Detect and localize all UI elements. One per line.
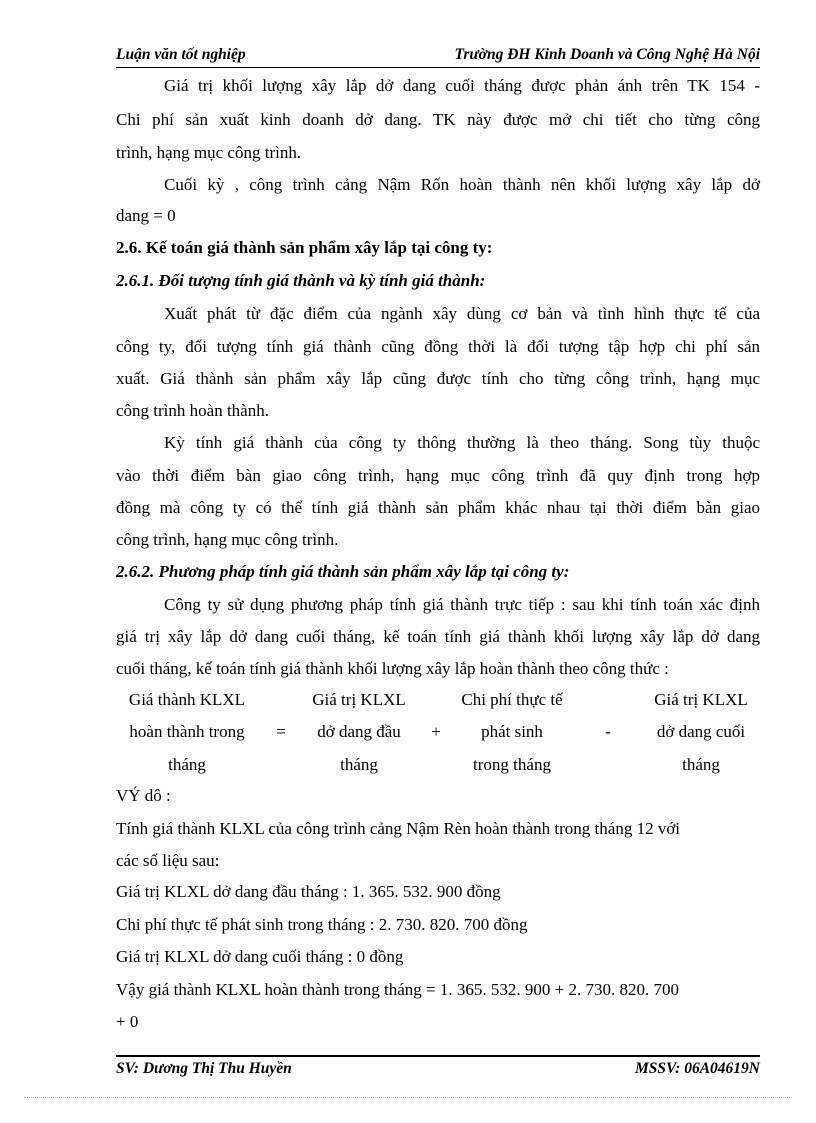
formula-term2-line2: dở dang đầu: [317, 722, 401, 741]
example-line1: Tính giá thành KLXL của công trình cảng Nậm Rèn hoàn thành trong tháng 12 với: [116, 819, 681, 838]
footer-student-id: MSSV: 06A04619N: [634, 1060, 760, 1077]
para4-line3: đồng mà công ty có thể tính giá thành sản phẩm khác nhau tại thời điểm bàn giao: [116, 498, 760, 517]
example-line4: Chi phí thực tế phát sinh trong tháng : 2. 730. 820. 700 đồng: [116, 915, 528, 934]
para1-line2: Chi phí sản xuất kinh doanh dở dang. TK này được mở chi tiết cho từng công: [116, 110, 760, 129]
formula-term1-line1: Giá thành KLXL: [128, 690, 246, 709]
para4-line2: vào thời điểm bàn giao công trình, hạng mục công trình đã quy định trong hợp: [116, 466, 760, 485]
header-right-text: Trường ĐH Kinh Doanh và Công Nghệ Hà Nội: [454, 46, 760, 63]
heading-2-6: 2.6. Kế toán giá thành sản phẩm xây lắp tại công ty:: [116, 238, 493, 257]
para1-line3: trình, hạng mục công trình.: [116, 143, 302, 162]
para3-line2: công ty, đối tượng tính giá thành cũng đồng thời là đối tượng tập hợp chi phí sản: [116, 337, 760, 356]
formula-term2-line1: Giá trị KLXL: [312, 690, 406, 709]
header-left-text: Luận văn tốt nghiệp: [116, 46, 246, 63]
page-header: [116, 46, 760, 66]
example-line3: Giá trị KLXL dở dang đầu tháng : 1. 365. 532. 900 đồng: [116, 882, 501, 901]
formula-term3-line1: Chi phí thực tế: [461, 690, 563, 709]
para5-line3: cuối tháng, kế toán tính giá thành khối lượng xây lắp hoàn thành theo công thức :: [116, 659, 669, 678]
formula-term2-line3: tháng: [340, 755, 378, 774]
footer-student-name: SV: Dương Thị Thu Huyền: [116, 1060, 292, 1077]
formula-term1-line2: hoàn thành trong: [129, 722, 245, 741]
para1-line1: Giá trị khối lượng xây lắp dở dang cuối tháng được phản ánh trên TK 154 -: [164, 76, 760, 95]
formula-term3-line2: phát sinh: [481, 722, 543, 741]
formula-equals: =: [276, 722, 286, 741]
formula-term4-line2: dở dang cuối: [656, 722, 746, 741]
para5-line2: giá trị xây lắp dở dang cuối tháng, kế toán tính giá thành khối lượng xây lắp dở dang: [116, 627, 760, 646]
para3-line4: công trình hoàn thành.: [116, 401, 269, 420]
formula-term3-line3: trong tháng: [473, 755, 551, 774]
example-line6: Vậy giá thành KLXL hoàn thành trong tháng = 1. 365. 532. 900 + 2. 730. 820. 700: [116, 980, 679, 999]
example-label: VÝ dô :: [116, 786, 171, 805]
heading-2-6-1: 2.6.1. Đối tượng tính giá thành và kỳ tính giá thành:: [116, 271, 486, 290]
para3-line3: xuất. Giá thành sản phẩm xây lắp cũng được tính cho từng công trình, hạng mục: [116, 369, 760, 388]
para2-line1: Cuối kỳ , công trình cảng Nậm Rốn hoàn thành nên khối lượng xây lắp dở: [164, 175, 760, 194]
para4-line1: Kỳ tính giá thành của công ty thông thường là theo tháng. Song tùy thuộc: [164, 433, 760, 452]
heading-2-6-2: 2.6.2. Phương pháp tính giá thành sản phẩm xây lắp tại công ty:: [116, 562, 570, 581]
formula-minus: -: [605, 722, 611, 741]
footer-rule: [116, 1055, 760, 1057]
para4-line4: công trình, hạng mục công trình.: [116, 530, 339, 549]
formula-plus: +: [431, 722, 441, 741]
example-line5: Giá trị KLXL dở dang cuối tháng : 0 đồng: [116, 947, 404, 966]
page-footer: [116, 1060, 760, 1080]
para2-line2: dang = 0: [116, 206, 176, 225]
formula-term1-line3: tháng: [168, 755, 206, 774]
para3-line1: Xuất phát từ đặc điểm của ngành xây dùng cơ bản và tình hình thực tế của: [164, 304, 760, 323]
example-line2: các số liệu sau:: [116, 851, 220, 870]
formula-term4-line1: Giá trị KLXL: [654, 690, 748, 709]
header-rule: [116, 67, 760, 68]
example-line7: + 0: [116, 1012, 139, 1031]
formula-term4-line3: tháng: [682, 755, 720, 774]
page-bottom-border: [24, 1097, 792, 1098]
para5-line1: Công ty sử dụng phương pháp tính giá thành trực tiếp : sau khi tính toán xác định: [164, 595, 760, 614]
